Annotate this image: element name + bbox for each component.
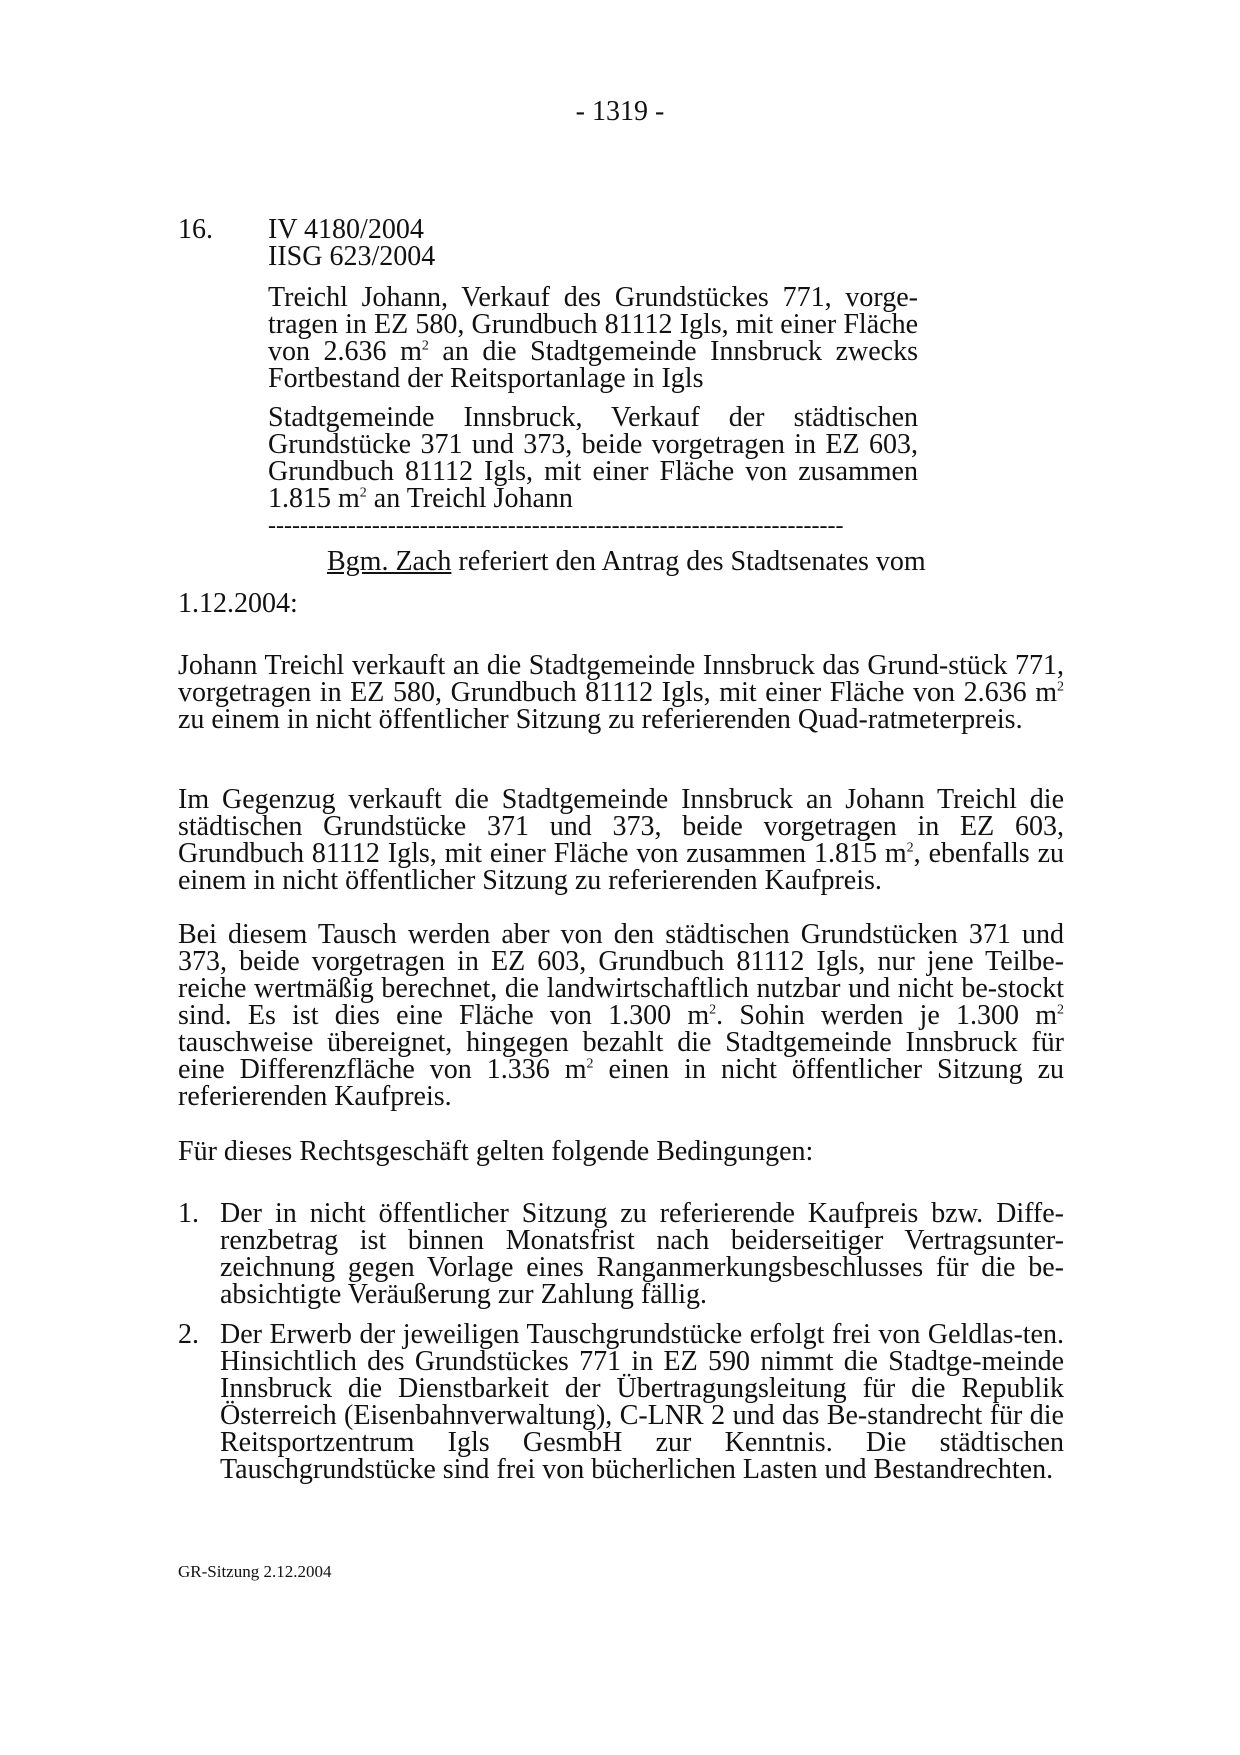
page-number: - 1319 - bbox=[575, 96, 665, 127]
paragraph-counter-sale: Im Gegenzug verkauft die Stadtgemeinde Innsbruck an Johann Treichl die städtischen Grundstücke 371 und 373, beide vorgetragen in EZ 603, Grundbuch 81112 Igls, mit einer Fläche von zusammen 1.815 $m^2$, ebenfalls zu einem in nicht öffentlicher Sitzung zu referierenden Kaufpreis. bbox=[178, 784, 1064, 896]
item-number: 16. bbox=[178, 214, 213, 245]
report-line: Bgm. Zach referiert den Antrag des Stadtsenates vom bbox=[327, 546, 926, 577]
footer-session-label: GR-Sitzung 2.12.2004 bbox=[178, 1562, 332, 1581]
item-subject-1: Treichl Johann, Verkauf des Grundstückes 771, vorge-tragen in EZ 580, Grundbuch 81112 Igls, mit einer Fläche von 2.636 $m^2$ an die Stadtgemeinde Innsbruck zwecks Fortbestand der Reitsportanlage in Igls bbox=[268, 282, 918, 394]
reference-number-2: IISG 623/2004 bbox=[268, 241, 436, 272]
paragraph-exchange: Bei diesem Tausch werden aber von den städtischen Grundstücken 371 und 373, beide vorgetragen in EZ 603, Grundbuch 81112 Igls, nur jene Teilbe-reiche wertmäßig berechnet, die landwirtschaftlich nutzbar und nicht be-stockt sind. Es ist dies eine Fläche von 1.300 $m^2$. Sohin werden je 1.300 $m^2$ tauschweise übereignet, hingegen bezahlt die Stadtgemeinde Innsbruck für eine Differenzfläche von 1.336 $m^2$ einen in nicht öffentlicher Sitzung zu referierenden Kaufpreis. bbox=[178, 919, 1064, 1112]
paragraph-conditions-intro: Für dieses Rechtsgeschäft gelten folgende Bedingungen: bbox=[178, 1136, 814, 1167]
speaker-name: Bgm. Zach bbox=[327, 546, 452, 577]
list-item-text: Der Erwerb der jeweiligen Tauschgrundstücke erfolgt frei von Geldlas-ten. Hinsichtlich des Grundstückes 771 in EZ 590 nimmt die Stadtge-meinde Innsbruck die Dienstbarkeit der Übertragungsleitung für die Republik Österreich (Eisenbahnverwaltung), C-LNR 2 und das Be-standrecht für die Reitsportzentrum Igls GesmbH zur Kenntnis. Die städtischen Tauschgrundstücke sind frei von bücherlichen Lasten und Bestandrechten. bbox=[220, 1319, 1064, 1485]
reference-number-1: IV 4180/2004 bbox=[268, 214, 424, 245]
item-subject-2: Stadtgemeinde Innsbruck, Verkauf der städtischen Grundstücke 371 und 373, beide vorgetragen in EZ 603, Grundbuch 81112 Igls, mit einer Fläche von zusammen 1.815 $m^2$ an Treichl Johann bbox=[268, 402, 918, 514]
list-item-number: 1. bbox=[178, 1198, 199, 1229]
paragraph-sale: Johann Treichl verkauft an die Stadtgemeinde Innsbruck das Grund-stück 771, vorgetragen in EZ 580, Grundbuch 81112 Igls, mit einer Fläche von 2.636 $m^2$ zu einem in nicht öffentlicher Sitzung zu referierenden Quad-ratmeterpreis. bbox=[178, 650, 1064, 735]
list-item-text: Der in nicht öffentlicher Sitzung zu referierende Kaufpreis bzw. Diffe-renzbetrag ist binnen Monatsfrist nach beiderseitiger Vertragsunter-zeichnung gegen Vorlage eines Ranganmerkungsbeschlusses für die be-absichtigte Veräußerung zur Zahlung fällig. bbox=[220, 1198, 1064, 1310]
separator-line: ------------------------------------------------------------------------ bbox=[268, 513, 844, 539]
motion-date: 1.12.2004: bbox=[178, 588, 298, 619]
list-item-number: 2. bbox=[178, 1319, 199, 1350]
